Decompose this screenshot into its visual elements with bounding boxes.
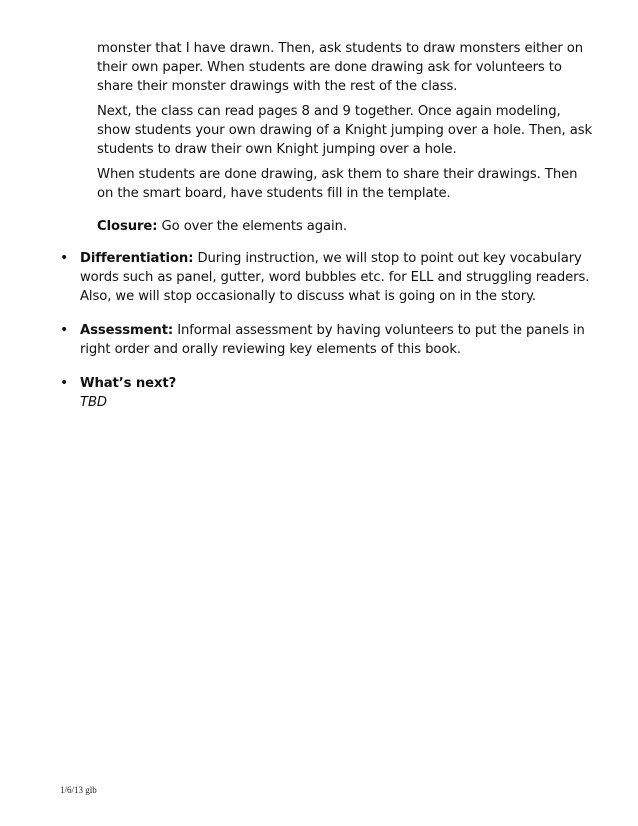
whats-next-value: TBD: [80, 395, 107, 410]
assessment-text-block: [80, 321, 600, 359]
bullet-dot-icon: •: [60, 375, 69, 391]
differentiation-text: During instruction, we will stop to point out key vocabulary words such as panel, gutter, word bubbles etc. for ELL and struggling readers. Also, we will stop occasionally to discuss what is going on in the story.: [80, 251, 590, 304]
closure-label: Closure:: [97, 219, 158, 234]
differentiation-text-block: [80, 249, 600, 306]
whats-next-text-block: [80, 374, 600, 412]
assessment-text: Informal assessment by having volunteers to put the panels in right order and orally reviewing key elements of this book.: [80, 323, 585, 357]
bullet-dot-icon: •: [60, 250, 69, 266]
differentiation-label: Differentiation:: [80, 251, 194, 266]
paragraph-monster-drawing: monster that I have drawn. Then, ask students to draw monsters either on their own paper. When students are done drawing ask for volunteers to share their monster drawings with the rest of the class.: [97, 41, 584, 94]
assessment-label: Assessment:: [80, 323, 174, 338]
page-footer: 1/6/13 glb: [60, 785, 97, 795]
closure-text: Go over the elements again.: [157, 219, 347, 234]
bullet-dot-icon: •: [60, 322, 69, 338]
paragraph-share-drawings: When students are done drawing, ask them to share their drawings. Then on the smart board, have students fill in the template.: [97, 167, 578, 201]
whats-next-label: What’s next?: [80, 376, 177, 391]
paragraph-closure: [97, 217, 597, 236]
paragraph-knight-drawing: Next, the class can read pages 8 and 9 together. Once again modeling, show students your own drawing of a Knight jumping over a hole. Then, ask students to draw their own Knight jumping over a hole.: [97, 104, 593, 157]
